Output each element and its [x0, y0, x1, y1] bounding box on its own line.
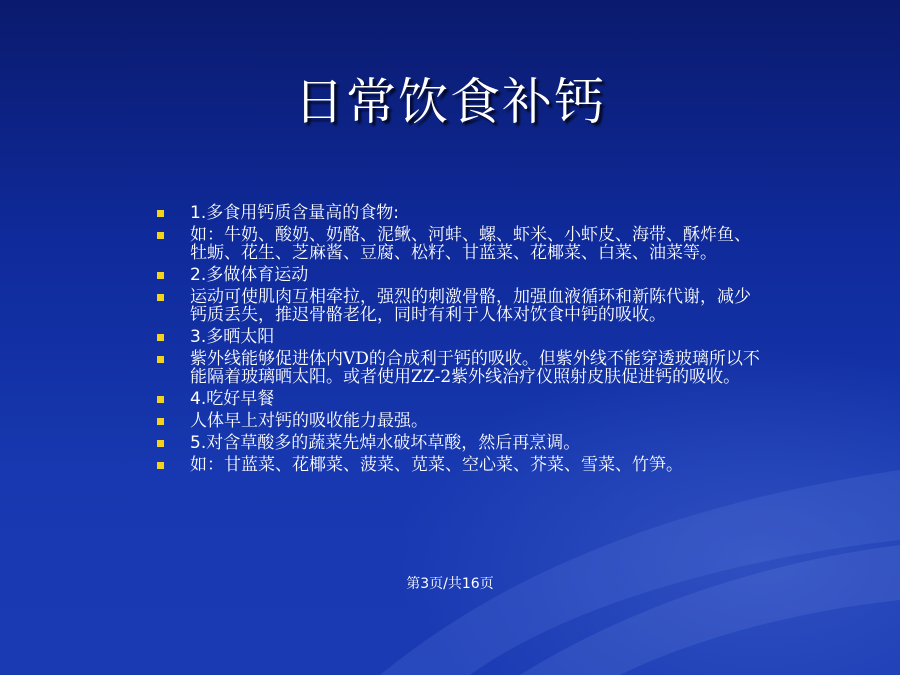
bullet-square-icon	[157, 294, 164, 301]
bullet-text: 紫外线能够促进体内VD的合成利于钙的吸收。但紫外线不能穿透玻璃所以不能隔着玻璃晒太阳。或者使用ZZ-2紫外线治疗仪照射皮肤促进钙的吸收。	[190, 349, 760, 387]
bullet-square-icon	[157, 210, 164, 217]
bullet-text: 2.多做体育运动	[190, 265, 309, 285]
bullet-text: 3.多晒太阳	[190, 327, 275, 347]
bullet-text: 如：牛奶、酸奶、奶酪、泥鳅、河蚌、螺、虾米、小虾皮、海带、酥炸鱼、牡蛎、花生、芝麻酱、豆腐、松籽、甘蓝菜、花椰菜、白菜、油菜等。	[190, 225, 751, 263]
bullet-item	[155, 434, 765, 452]
bullet-text: 运动可使肌肉互相牵拉，强烈的刺激骨骼，加强血液循环和新陈代谢，减少钙质丢失，推迟骨骼老化，同时有利于人体对饮食中钙的吸收。	[190, 287, 751, 325]
bullet-text: 如：甘蓝菜、花椰菜、菠菜、苋菜、空心菜、芥菜、雪菜、竹笋。	[190, 455, 683, 475]
slide-title: 日常饮食补钙	[294, 73, 606, 131]
bullet-item	[155, 226, 765, 262]
bullet-item	[155, 204, 765, 222]
bullet-item	[155, 456, 765, 474]
bullet-square-icon	[157, 334, 164, 341]
bullet-item	[155, 266, 765, 284]
bullet-square-icon	[157, 418, 164, 425]
bullet-item	[155, 412, 765, 430]
page-number: 第3页/共16页	[406, 576, 494, 592]
bullet-item	[155, 390, 765, 408]
bullet-square-icon	[157, 356, 164, 363]
bullet-square-icon	[157, 272, 164, 279]
bullet-text: 人体早上对钙的吸收能力最强。	[190, 411, 428, 431]
bullet-text: 4.吃好早餐	[190, 389, 275, 409]
bullet-square-icon	[157, 232, 164, 239]
bullet-square-icon	[157, 462, 164, 469]
bullet-item	[155, 350, 765, 386]
bullet-list	[155, 204, 765, 478]
bullet-item	[155, 328, 765, 346]
bullet-square-icon	[157, 396, 164, 403]
bullet-square-icon	[157, 440, 164, 447]
bullet-text: 5.对含草酸多的蔬菜先焯水破坏草酸，然后再烹调。	[190, 433, 581, 453]
bullet-text: 1.多食用钙质含量高的食物:	[190, 203, 399, 223]
bullet-item	[155, 288, 765, 324]
